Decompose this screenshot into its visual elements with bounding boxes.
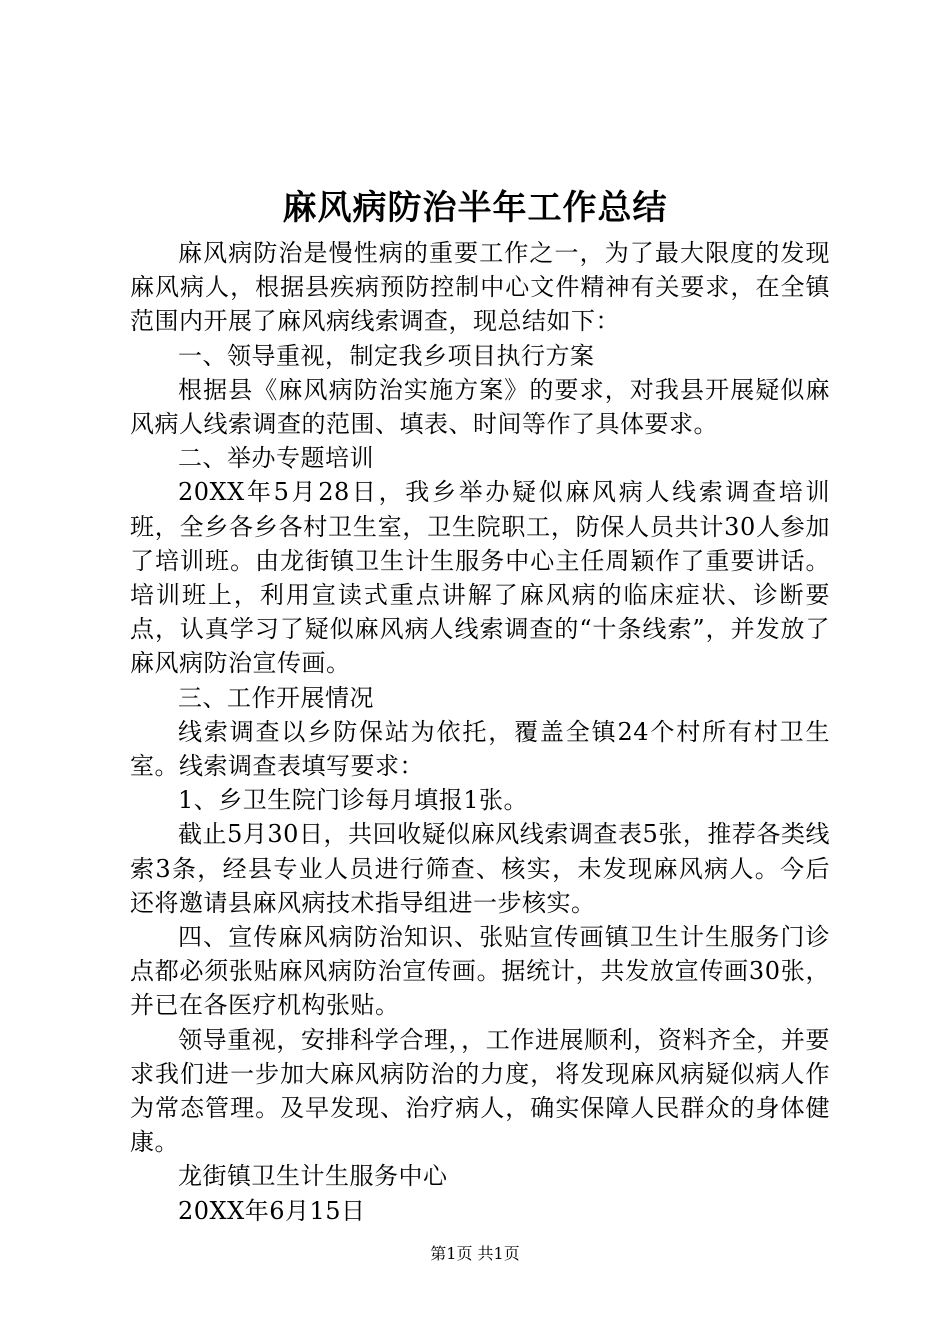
section-2-paragraph: 20XX年5月28日，我乡举办疑似麻风病人线索调查培训班，全乡各乡各村卫生室，卫生院职工，防保人员共计30人参加了培训班。由龙街镇卫生计生服务中心主任周颖作了重要讲话。培训班上，利用宣读式重点讲解了麻风病的临床症状、诊断要点，认真学习了疑似麻风病人线索调查的“十条线索”，并发放了麻风病防治宣传画。 bbox=[130, 478, 830, 678]
section-heading-3: 三、工作开展情况 bbox=[178, 683, 374, 712]
section-3-paragraph: 线索调查以乡防保站为依托，覆盖全镇24个村所有村卫生室。线索调查表填写要求： bbox=[130, 717, 830, 781]
section-heading-1: 一、领导重视，制定我乡项目执行方案 bbox=[178, 341, 595, 370]
section-3-result-paragraph: 截止5月30日，共回收疑似麻风线索调查表5张，推荐各类线索3条，经县专业人员进行筛查、核实，未发现麻风病人。今后还将邀请县麻风病技术指导组进一步核实。 bbox=[130, 820, 830, 917]
signature-date: 20XX年6月15日 bbox=[178, 1196, 366, 1225]
document-title: 麻风病防治半年工作总结 bbox=[282, 188, 668, 228]
section-4-paragraph: 四、宣传麻风病防治知识、张贴宣传画镇卫生计生服务门诊点都必须张贴麻风病防治宣传画。据统计，共发放宣传画30张，并已在各医疗机构张贴。 bbox=[130, 923, 830, 1020]
section-heading-2: 二、举办专题培训 bbox=[178, 444, 374, 473]
section-3-list-item: 1、乡卫生院门诊每月填报1张。 bbox=[178, 786, 529, 815]
page-footer: 第1页 共1页 bbox=[430, 1244, 520, 1263]
signature-organization: 龙街镇卫生计生服务中心 bbox=[178, 1162, 448, 1191]
section-1-paragraph: 根据县《麻风病防治实施方案》的要求，对我县开展疑似麻风病人线索调查的范围、填表、时间等作了具体要求。 bbox=[130, 375, 830, 439]
conclusion-paragraph: 领导重视，安排科学合理，，工作进展顺利，资料齐全，并要求我们进一步加大麻风病防治的力度，将发现麻风病疑似病人作为常态管理。及早发现、治疗病人，确实保障人民群众的身体健康。 bbox=[130, 1025, 830, 1157]
intro-paragraph: 麻风病防治是慢性病的重要工作之一，为了最大限度的发现麻风病人，根据县疾病预防控制中心文件精神有关要求，在全镇范围内开展了麻风病线索调查，现总结如下： bbox=[130, 239, 830, 336]
document-body bbox=[130, 236, 830, 1228]
